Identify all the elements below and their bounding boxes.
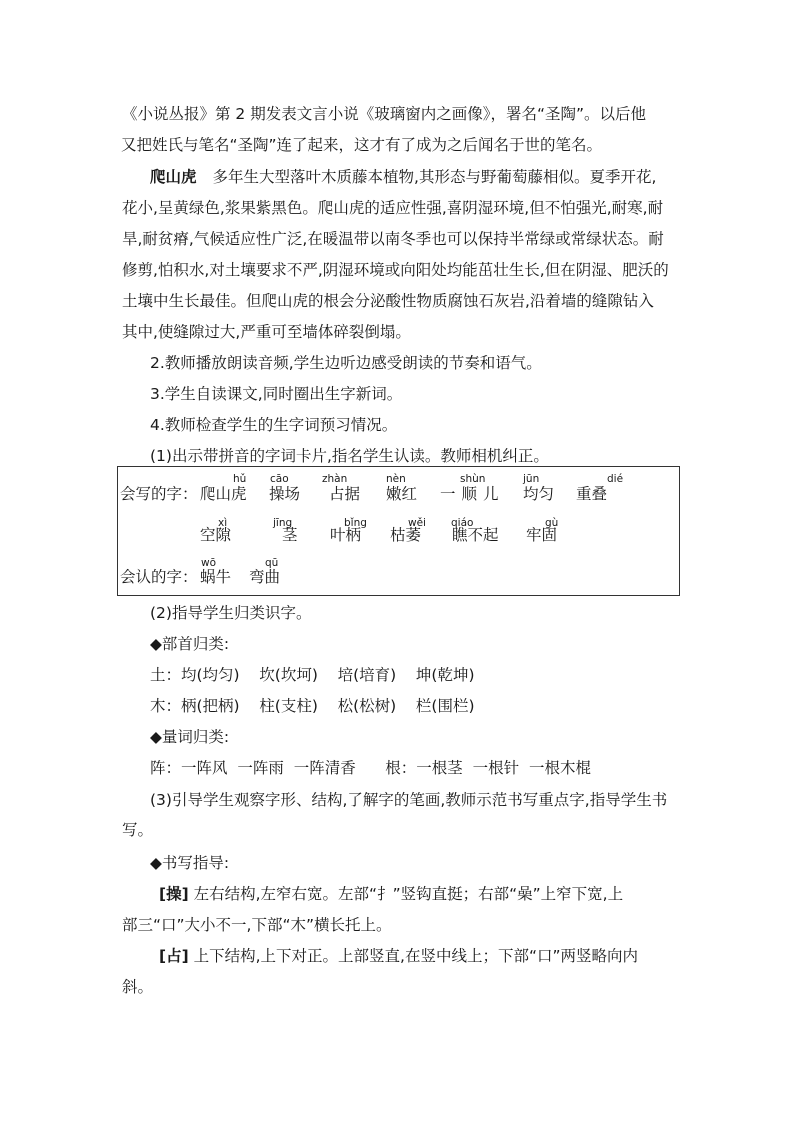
- intro-line-1: 《小说丛报》第 2 期发表文言小说《玻璃窗内之画像》，署名“圣陶”。以后他: [122, 105, 647, 123]
- measure-heading: ◆量词归类:: [150, 728, 230, 746]
- vocab-word: 均匀: [523, 485, 555, 503]
- cao-char: [操]: [159, 885, 189, 903]
- guide-heading: ◆书写指导:: [150, 854, 230, 872]
- ivy-line-1: [150, 167, 656, 187]
- cao-line-1: [159, 884, 623, 904]
- pinyin: zhàn: [322, 473, 348, 485]
- step-2: 2.教师播放朗读音频,学生边听边感受朗读的节奏和语气。: [150, 354, 542, 372]
- intro-line-2: 又把姓氏与笔名“圣陶”连了起来，这才有了成为之后闻名于世的笔名。: [121, 136, 603, 154]
- pinyin: qiáo: [451, 517, 474, 529]
- ivy-term: 爬山虎: [150, 168, 197, 186]
- vocab-word: 茎: [282, 526, 298, 544]
- pinyin: shùn: [460, 473, 486, 485]
- ivy-text-1: 多年生大型落叶木质藤本植物,其形态与野葡萄藤相似。夏季开花,: [212, 168, 657, 186]
- pinyin: hǔ: [233, 473, 247, 485]
- vocab-word: 一顺儿: [440, 485, 505, 503]
- pinyin: jīng: [273, 517, 293, 529]
- vocab-word: 空隙: [200, 526, 232, 544]
- pinyin: dié: [607, 473, 624, 485]
- pinyin: bǐng: [344, 517, 367, 529]
- pinyin: jūn: [523, 473, 540, 485]
- radical-wood: 木：柄(把柄) 柱(支柱) 松(松树) 栏(围栏): [150, 697, 475, 715]
- vocab-word: 瞧不起: [452, 526, 499, 544]
- pinyin: gù: [545, 517, 559, 529]
- radical-heading: ◆部首归类:: [150, 635, 230, 653]
- pinyin: nèn: [386, 473, 406, 485]
- vocab-word: 蜗牛: [200, 568, 232, 586]
- cao-line-2: 部三“口”大小不一,下部“木”横长托上。: [122, 916, 392, 934]
- zhan-char: [占]: [159, 947, 189, 965]
- ivy-line-6: 其中,使缝隙过大,严重可至墙体碎裂倒塌。: [122, 323, 411, 341]
- step-4-1: (1)出示带拼音的字词卡片,指名学生认读。教师相机纠正。: [150, 447, 549, 465]
- zhan-text-1: 上下结构,上下对正。上部竖直,在竖中线上；下部“口”两竖略向内: [193, 947, 639, 965]
- pinyin: qū: [265, 557, 279, 569]
- zhan-line-2: 斜。: [122, 978, 154, 996]
- pinyin: cāo: [270, 473, 289, 485]
- step-4: 4.教师检查学生的生字词预习情况。: [150, 416, 398, 434]
- ivy-line-5: 土壤中生长最佳。但爬山虎的根会分泌酸性物质腐蚀石灰岩,沿着墙的缝隙钻入: [122, 292, 654, 310]
- ivy-line-3: 旱,耐贫瘠,气候适应性广泛,在暖温带以南冬季也可以保持半常绿或常绿状态。耐: [122, 230, 664, 248]
- vocab-word: 枯萎: [390, 526, 422, 544]
- step-4-2: (2)指导学生归类识字。: [150, 604, 312, 622]
- zhan-line-1: [159, 946, 638, 966]
- vocab-word: 嫩红: [386, 485, 418, 503]
- vocab-box: [117, 466, 680, 596]
- step-4-3-line-2: 写。: [122, 821, 154, 839]
- pinyin: wěi: [408, 517, 426, 529]
- ivy-line-2: 花小,呈黄绿色,浆果紫黑色。爬山虎的适应性强,喜阴湿环境,但不怕强光,耐寒,耐: [122, 199, 664, 217]
- measure-line: 阵：一阵风 一阵雨 一阵清香 根：一根茎 一根针 一根木棍: [150, 759, 591, 777]
- ivy-line-4: 修剪,怕积水,对土壤要求不严,阴湿环境或向阳处均能茁壮生长,但在阴湿、肥沃的: [122, 261, 669, 279]
- pinyin: wō: [201, 557, 217, 569]
- vocab-word: 爬山虎: [200, 485, 247, 503]
- vocab-word: 叶柄: [330, 526, 362, 544]
- read-label: 会认的字：: [120, 568, 198, 586]
- write-label: 会写的字：: [120, 485, 198, 503]
- vocab-word: 重叠: [576, 485, 608, 503]
- vocab-word: 弯曲: [249, 568, 281, 586]
- radical-earth: 土：均(均匀) 坎(坎坷) 培(培育) 坤(乾坤): [150, 666, 475, 684]
- pinyin: xì: [218, 517, 228, 529]
- vocab-word: 操场: [269, 485, 301, 503]
- cao-text-1: 左右结构,左窄右宽。左部“扌”竖钩直挺；右部“喿”上窄下宽,上: [193, 885, 624, 903]
- step-4-3-line-1: (3)引导学生观察字形、结构,了解字的笔画,教师示范书写重点字,指导学生书: [150, 791, 668, 809]
- step-3: 3.学生自读课文,同时圈出生字新词。: [150, 385, 403, 403]
- vocab-word: 牢固: [526, 526, 558, 544]
- vocab-word: 占据: [329, 485, 361, 503]
